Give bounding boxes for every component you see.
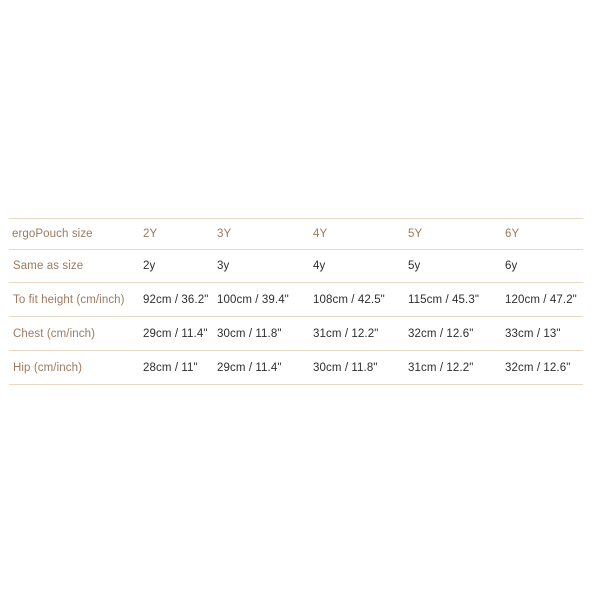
table-cell: 29cm / 11.4" [143,327,208,340]
table-cell: 32cm / 12.6" [505,361,571,374]
table-cell: 30cm / 11.8" [313,361,378,374]
table-cell: 3y [217,260,230,272]
table-row-chest [9,317,583,351]
header-size-label: ergoPouch size [12,228,93,240]
row-label: Same as size [13,260,84,272]
header-size-5y: 5Y [408,228,423,240]
table-cell: 33cm / 13" [505,327,561,340]
table-row-hip [9,351,583,385]
table-cell: 32cm / 12.6" [408,327,474,340]
table-cell: 100cm / 39.4" [217,293,289,306]
table-row-same-as-size [9,250,583,283]
size-chart-table [9,218,583,385]
table-cell: 115cm / 45.3" [408,293,480,306]
table-cell: 28cm / 11" [143,361,198,374]
table-cell: 6y [505,260,518,272]
table-cell: 31cm / 12.2" [313,327,379,340]
table-cell: 29cm / 11.4" [217,361,282,374]
table-cell: 30cm / 11.8" [217,327,282,340]
table-cell: 31cm / 12.2" [408,361,474,374]
header-size-2y: 2Y [143,228,158,240]
table-cell: 5y [408,260,421,272]
row-label: Hip (cm/inch) [13,361,83,374]
header-size-6y: 6Y [505,228,520,240]
header-size-3y: 3Y [217,228,232,240]
table-cell: 92cm / 36.2" [143,293,209,306]
row-label: Chest (cm/inch) [13,327,96,340]
table-row-height [9,283,583,317]
row-label: To fit height (cm/inch) [13,293,125,306]
header-size-4y: 4Y [313,228,328,240]
table-cell: 4y [313,260,326,272]
table-cell: 2y [143,260,156,272]
table-cell: 120cm / 47.2" [505,293,577,306]
size-header-row [9,219,583,250]
table-cell: 108cm / 42.5" [313,293,385,306]
